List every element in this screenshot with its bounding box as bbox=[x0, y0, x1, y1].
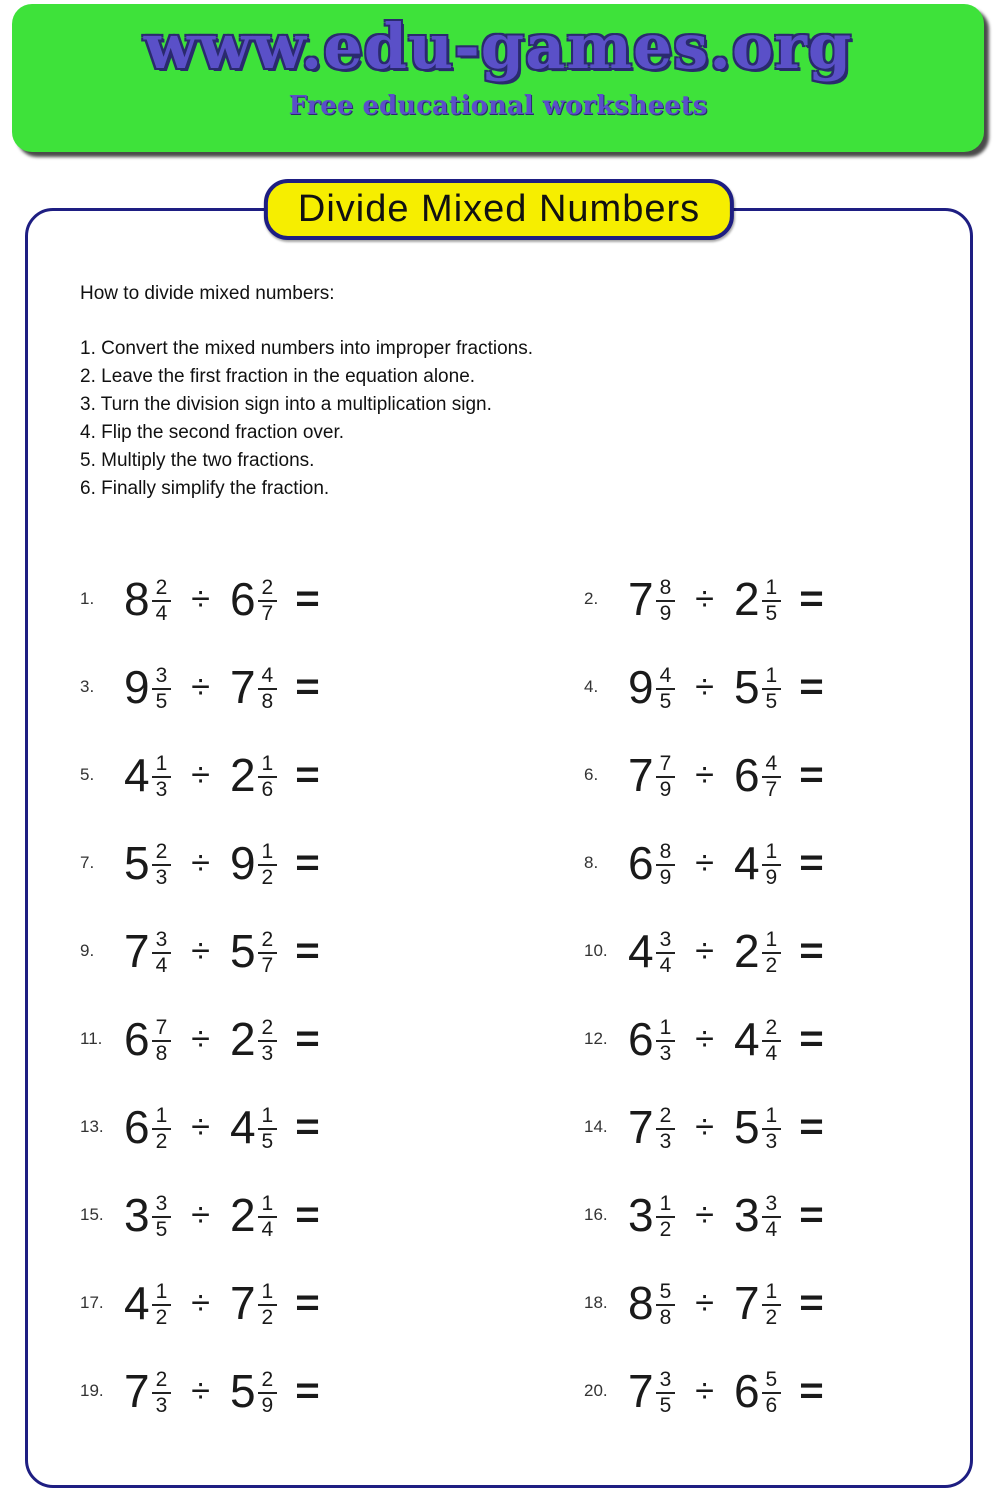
first-numerator: 1 bbox=[155, 1103, 168, 1127]
second-numerator: 1 bbox=[261, 1191, 274, 1215]
first-fraction bbox=[656, 753, 676, 801]
division-sign: ÷ bbox=[191, 1196, 210, 1234]
second-fraction bbox=[762, 1369, 782, 1417]
second-denominator: 5 bbox=[762, 688, 782, 713]
first-fraction bbox=[152, 1105, 172, 1153]
second-numerator: 1 bbox=[765, 663, 778, 687]
second-numerator: 2 bbox=[261, 1367, 274, 1391]
problem-number: 11. bbox=[80, 1029, 103, 1048]
second-numerator: 1 bbox=[261, 751, 274, 775]
first-numerator: 8 bbox=[659, 839, 672, 863]
howto-step: 6. Finally simplify the fraction. bbox=[80, 478, 330, 499]
second-numerator: 2 bbox=[261, 575, 274, 599]
first-numerator: 3 bbox=[659, 1367, 672, 1391]
division-sign: ÷ bbox=[191, 668, 210, 706]
first-denominator: 5 bbox=[152, 1216, 172, 1241]
problem-expression bbox=[124, 1103, 320, 1151]
division-sign: ÷ bbox=[695, 844, 714, 882]
second-numerator: 2 bbox=[261, 1015, 274, 1039]
first-whole-number: 3 bbox=[124, 1189, 149, 1241]
first-numerator: 2 bbox=[155, 575, 168, 599]
second-whole-number: 7 bbox=[733, 1277, 759, 1329]
division-sign: ÷ bbox=[695, 1020, 714, 1058]
second-whole-number: 9 bbox=[229, 837, 255, 889]
problem-row bbox=[499, 643, 970, 731]
problem-number: 12. bbox=[584, 1029, 608, 1048]
second-denominator: 3 bbox=[762, 1128, 782, 1153]
equals-sign: = bbox=[295, 1105, 320, 1148]
equals-sign: = bbox=[295, 841, 320, 884]
first-numerator: 5 bbox=[659, 1279, 672, 1303]
equals-sign: = bbox=[799, 1193, 824, 1236]
problem-number: 19. bbox=[80, 1381, 104, 1400]
second-whole-number: 2 bbox=[229, 1013, 255, 1065]
problem-expression bbox=[628, 663, 824, 711]
second-fraction bbox=[762, 1017, 782, 1065]
first-fraction bbox=[656, 1281, 676, 1329]
first-numerator: 3 bbox=[155, 663, 168, 687]
problem-expression bbox=[628, 839, 824, 887]
second-numerator: 1 bbox=[765, 839, 778, 863]
problem-expression bbox=[124, 751, 320, 799]
worksheet-title-badge bbox=[264, 179, 734, 240]
problem-row bbox=[28, 1347, 499, 1435]
problem-expression bbox=[628, 1191, 824, 1239]
second-fraction bbox=[258, 1281, 278, 1329]
second-whole-number: 5 bbox=[229, 1365, 255, 1417]
problem-number: 1. bbox=[80, 589, 95, 608]
problem-expression bbox=[628, 1103, 824, 1151]
second-denominator: 3 bbox=[258, 1040, 278, 1065]
division-sign: ÷ bbox=[695, 668, 714, 706]
second-numerator: 4 bbox=[765, 751, 778, 775]
first-numerator: 3 bbox=[155, 927, 168, 951]
problem-row bbox=[499, 1171, 970, 1259]
first-whole-number: 4 bbox=[124, 1277, 149, 1329]
first-numerator: 7 bbox=[659, 751, 672, 775]
second-whole-number: 5 bbox=[733, 661, 759, 713]
site-title: www.edu-games.org bbox=[143, 10, 853, 83]
first-fraction bbox=[656, 577, 676, 625]
problem-number: 8. bbox=[584, 853, 599, 872]
problem-number: 10. bbox=[584, 941, 608, 960]
second-whole-number: 3 bbox=[733, 1189, 759, 1241]
howto-step: 3. Turn the division sign into a multiplication sign. bbox=[80, 394, 492, 415]
second-whole-number: 2 bbox=[733, 925, 759, 977]
problem-row bbox=[499, 731, 970, 819]
first-whole-number: 6 bbox=[124, 1013, 149, 1065]
second-whole-number: 2 bbox=[229, 749, 255, 801]
problem-expression bbox=[124, 663, 320, 711]
howto-step: 5. Multiply the two fractions. bbox=[80, 450, 315, 471]
division-sign: ÷ bbox=[695, 756, 714, 794]
division-sign: ÷ bbox=[191, 1108, 210, 1146]
first-whole-number: 5 bbox=[124, 837, 149, 889]
first-denominator: 5 bbox=[152, 688, 172, 713]
problem-expression bbox=[124, 927, 320, 975]
second-fraction bbox=[762, 665, 782, 713]
first-denominator: 4 bbox=[656, 952, 676, 977]
second-numerator: 5 bbox=[765, 1367, 778, 1391]
division-sign: ÷ bbox=[191, 932, 210, 970]
first-denominator: 3 bbox=[152, 776, 172, 801]
second-whole-number: 6 bbox=[229, 573, 255, 625]
first-whole-number: 6 bbox=[628, 837, 653, 889]
second-denominator: 6 bbox=[762, 1392, 782, 1417]
first-denominator: 2 bbox=[656, 1216, 676, 1241]
second-denominator: 2 bbox=[762, 1304, 782, 1329]
second-numerator: 2 bbox=[261, 927, 274, 951]
problem-number: 7. bbox=[80, 853, 95, 872]
first-numerator: 1 bbox=[659, 1015, 672, 1039]
problem-number: 5. bbox=[80, 765, 95, 784]
first-denominator: 3 bbox=[152, 1392, 172, 1417]
first-denominator: 2 bbox=[152, 1128, 172, 1153]
second-fraction bbox=[258, 753, 278, 801]
division-sign: ÷ bbox=[695, 1196, 714, 1234]
second-fraction bbox=[258, 841, 278, 889]
first-whole-number: 3 bbox=[628, 1189, 653, 1241]
first-denominator: 8 bbox=[656, 1304, 676, 1329]
second-denominator: 5 bbox=[258, 1128, 278, 1153]
first-whole-number: 7 bbox=[628, 749, 653, 801]
first-fraction bbox=[152, 1017, 172, 1065]
second-whole-number: 2 bbox=[733, 573, 759, 625]
first-whole-number: 7 bbox=[124, 925, 149, 977]
equals-sign: = bbox=[799, 929, 824, 972]
first-denominator: 5 bbox=[656, 1392, 676, 1417]
equals-sign: = bbox=[295, 1369, 320, 1412]
second-whole-number: 4 bbox=[733, 837, 759, 889]
second-fraction bbox=[762, 929, 782, 977]
first-fraction bbox=[152, 753, 172, 801]
problem-row bbox=[28, 1259, 499, 1347]
second-numerator: 1 bbox=[261, 1103, 274, 1127]
second-denominator: 4 bbox=[762, 1040, 782, 1065]
problem-row bbox=[28, 819, 499, 907]
problem-row bbox=[499, 1347, 970, 1435]
problem-expression bbox=[628, 1015, 824, 1063]
equals-sign: = bbox=[295, 1017, 320, 1060]
second-fraction bbox=[762, 1105, 782, 1153]
first-numerator: 2 bbox=[155, 1367, 168, 1391]
second-denominator: 7 bbox=[258, 952, 278, 977]
first-fraction bbox=[152, 841, 172, 889]
howto-step: 1. Convert the mixed numbers into improper fractions. bbox=[80, 338, 534, 359]
equals-sign: = bbox=[799, 1369, 824, 1412]
problem-expression bbox=[628, 1367, 824, 1415]
second-denominator: 9 bbox=[258, 1392, 278, 1417]
equals-sign: = bbox=[799, 665, 824, 708]
first-whole-number: 7 bbox=[628, 573, 653, 625]
first-numerator: 7 bbox=[155, 1015, 168, 1039]
first-denominator: 8 bbox=[152, 1040, 172, 1065]
second-whole-number: 5 bbox=[733, 1101, 759, 1153]
first-denominator: 5 bbox=[656, 688, 676, 713]
division-sign: ÷ bbox=[191, 844, 210, 882]
howto-step: 4. Flip the second fraction over. bbox=[80, 422, 345, 443]
problem-row bbox=[499, 907, 970, 995]
second-fraction bbox=[258, 1017, 278, 1065]
first-denominator: 9 bbox=[656, 600, 676, 625]
second-fraction bbox=[258, 1105, 278, 1153]
problem-row bbox=[28, 731, 499, 819]
howto-steps bbox=[80, 335, 970, 503]
first-numerator: 1 bbox=[659, 1191, 672, 1215]
second-numerator: 2 bbox=[765, 1015, 778, 1039]
division-sign: ÷ bbox=[191, 1372, 210, 1410]
first-whole-number: 7 bbox=[628, 1101, 653, 1153]
second-denominator: 9 bbox=[762, 864, 782, 889]
equals-sign: = bbox=[799, 753, 824, 796]
howto-section bbox=[28, 211, 970, 503]
second-numerator: 1 bbox=[765, 575, 778, 599]
first-whole-number: 6 bbox=[628, 1013, 653, 1065]
second-whole-number: 4 bbox=[229, 1101, 255, 1153]
first-fraction bbox=[656, 1193, 676, 1241]
problem-expression bbox=[628, 751, 824, 799]
problem-expression bbox=[628, 927, 824, 975]
division-sign: ÷ bbox=[695, 932, 714, 970]
first-fraction bbox=[656, 1017, 676, 1065]
second-whole-number: 5 bbox=[229, 925, 255, 977]
first-whole-number: 6 bbox=[124, 1101, 149, 1153]
first-denominator: 3 bbox=[656, 1128, 676, 1153]
first-whole-number: 9 bbox=[628, 661, 653, 713]
second-denominator: 2 bbox=[258, 864, 278, 889]
problem-expression bbox=[124, 1015, 320, 1063]
problem-number: 20. bbox=[584, 1381, 608, 1400]
second-denominator: 5 bbox=[762, 600, 782, 625]
division-sign: ÷ bbox=[695, 1372, 714, 1410]
problem-number: 13. bbox=[80, 1117, 104, 1136]
first-denominator: 2 bbox=[152, 1304, 172, 1329]
second-fraction bbox=[258, 1369, 278, 1417]
problem-expression bbox=[124, 1191, 320, 1239]
equals-sign: = bbox=[295, 577, 320, 620]
first-numerator: 2 bbox=[659, 1103, 672, 1127]
second-denominator: 2 bbox=[762, 952, 782, 977]
problem-number: 15. bbox=[80, 1205, 104, 1224]
site-tagline: Free educational worksheets bbox=[288, 91, 708, 121]
problem-number: 14. bbox=[584, 1117, 608, 1136]
first-fraction bbox=[152, 577, 172, 625]
howto-step: 2. Leave the first fraction in the equation alone. bbox=[80, 366, 476, 387]
first-denominator: 3 bbox=[152, 864, 172, 889]
second-fraction bbox=[258, 665, 278, 713]
second-whole-number: 6 bbox=[733, 749, 759, 801]
division-sign: ÷ bbox=[191, 1284, 210, 1322]
first-whole-number: 8 bbox=[628, 1277, 653, 1329]
first-numerator: 3 bbox=[659, 927, 672, 951]
first-fraction bbox=[656, 841, 676, 889]
worksheet-panel bbox=[25, 188, 973, 1488]
problem-expression bbox=[124, 1367, 320, 1415]
second-fraction bbox=[762, 1281, 782, 1329]
second-denominator: 8 bbox=[258, 688, 278, 713]
equals-sign: = bbox=[295, 929, 320, 972]
equals-sign: = bbox=[799, 841, 824, 884]
first-denominator: 4 bbox=[152, 600, 172, 625]
problem-expression bbox=[124, 1279, 320, 1327]
first-whole-number: 8 bbox=[124, 573, 149, 625]
first-fraction bbox=[656, 665, 676, 713]
first-denominator: 9 bbox=[656, 776, 676, 801]
division-sign: ÷ bbox=[191, 756, 210, 794]
first-fraction bbox=[152, 1193, 172, 1241]
equals-sign: = bbox=[295, 753, 320, 796]
first-numerator: 3 bbox=[155, 1191, 168, 1215]
worksheet-title: Divide Mixed Numbers bbox=[297, 188, 701, 230]
second-fraction bbox=[762, 753, 782, 801]
problem-row bbox=[28, 1083, 499, 1171]
problem-row bbox=[499, 995, 970, 1083]
problem-row bbox=[499, 555, 970, 643]
second-denominator: 2 bbox=[258, 1304, 278, 1329]
second-fraction bbox=[762, 1193, 782, 1241]
problem-row bbox=[28, 907, 499, 995]
first-denominator: 4 bbox=[152, 952, 172, 977]
first-fraction bbox=[656, 1369, 676, 1417]
problem-number: 4. bbox=[584, 677, 599, 696]
first-whole-number: 7 bbox=[124, 1365, 149, 1417]
first-fraction bbox=[152, 929, 172, 977]
equals-sign: = bbox=[799, 1105, 824, 1148]
first-numerator: 2 bbox=[155, 839, 168, 863]
problem-row bbox=[28, 995, 499, 1083]
problem-row bbox=[499, 1083, 970, 1171]
howto-heading: How to divide mixed numbers: bbox=[80, 283, 335, 304]
problems-grid bbox=[28, 555, 970, 1435]
first-fraction bbox=[152, 1369, 172, 1417]
problem-row bbox=[499, 819, 970, 907]
second-denominator: 4 bbox=[258, 1216, 278, 1241]
problem-number: 3. bbox=[80, 677, 95, 696]
equals-sign: = bbox=[295, 665, 320, 708]
first-fraction bbox=[152, 1281, 172, 1329]
first-numerator: 8 bbox=[659, 575, 672, 599]
equals-sign: = bbox=[295, 1281, 320, 1324]
first-numerator: 1 bbox=[155, 1279, 168, 1303]
first-whole-number: 9 bbox=[124, 661, 149, 713]
problem-expression bbox=[124, 839, 320, 887]
problem-number: 6. bbox=[584, 765, 599, 784]
problem-row bbox=[28, 555, 499, 643]
second-whole-number: 7 bbox=[229, 1277, 255, 1329]
second-numerator: 3 bbox=[765, 1191, 778, 1215]
second-numerator: 4 bbox=[261, 663, 274, 687]
problem-expression bbox=[628, 575, 824, 623]
second-whole-number: 6 bbox=[733, 1365, 759, 1417]
second-fraction bbox=[258, 929, 278, 977]
problem-number: 9. bbox=[80, 941, 95, 960]
second-whole-number: 7 bbox=[229, 661, 255, 713]
second-numerator: 1 bbox=[261, 1279, 274, 1303]
second-numerator: 1 bbox=[765, 1103, 778, 1127]
problem-number: 2. bbox=[584, 589, 599, 608]
division-sign: ÷ bbox=[191, 1020, 210, 1058]
first-fraction bbox=[656, 1105, 676, 1153]
division-sign: ÷ bbox=[695, 1284, 714, 1322]
second-fraction bbox=[762, 577, 782, 625]
second-fraction bbox=[762, 841, 782, 889]
site-header bbox=[12, 4, 984, 152]
equals-sign: = bbox=[799, 1281, 824, 1324]
second-whole-number: 4 bbox=[733, 1013, 759, 1065]
equals-sign: = bbox=[799, 577, 824, 620]
division-sign: ÷ bbox=[191, 580, 210, 618]
second-denominator: 7 bbox=[258, 600, 278, 625]
division-sign: ÷ bbox=[695, 580, 714, 618]
second-whole-number: 2 bbox=[229, 1189, 255, 1241]
problem-row bbox=[28, 1171, 499, 1259]
second-numerator: 1 bbox=[261, 839, 274, 863]
equals-sign: = bbox=[295, 1193, 320, 1236]
problem-row bbox=[499, 1259, 970, 1347]
second-denominator: 7 bbox=[762, 776, 782, 801]
second-denominator: 4 bbox=[762, 1216, 782, 1241]
problem-number: 18. bbox=[584, 1293, 608, 1312]
first-whole-number: 4 bbox=[628, 925, 653, 977]
second-numerator: 1 bbox=[765, 927, 778, 951]
problem-number: 16. bbox=[584, 1205, 608, 1224]
first-numerator: 1 bbox=[155, 751, 168, 775]
first-denominator: 9 bbox=[656, 864, 676, 889]
problem-row bbox=[28, 643, 499, 731]
second-fraction bbox=[258, 577, 278, 625]
problem-number: 17. bbox=[80, 1293, 104, 1312]
first-whole-number: 4 bbox=[124, 749, 149, 801]
first-fraction bbox=[152, 665, 172, 713]
problem-expression bbox=[124, 575, 320, 623]
first-numerator: 4 bbox=[659, 663, 672, 687]
first-whole-number: 7 bbox=[628, 1365, 653, 1417]
division-sign: ÷ bbox=[695, 1108, 714, 1146]
second-fraction bbox=[258, 1193, 278, 1241]
second-denominator: 6 bbox=[258, 776, 278, 801]
first-denominator: 3 bbox=[656, 1040, 676, 1065]
equals-sign: = bbox=[799, 1017, 824, 1060]
first-fraction bbox=[656, 929, 676, 977]
second-numerator: 1 bbox=[765, 1279, 778, 1303]
problem-expression bbox=[628, 1279, 824, 1327]
